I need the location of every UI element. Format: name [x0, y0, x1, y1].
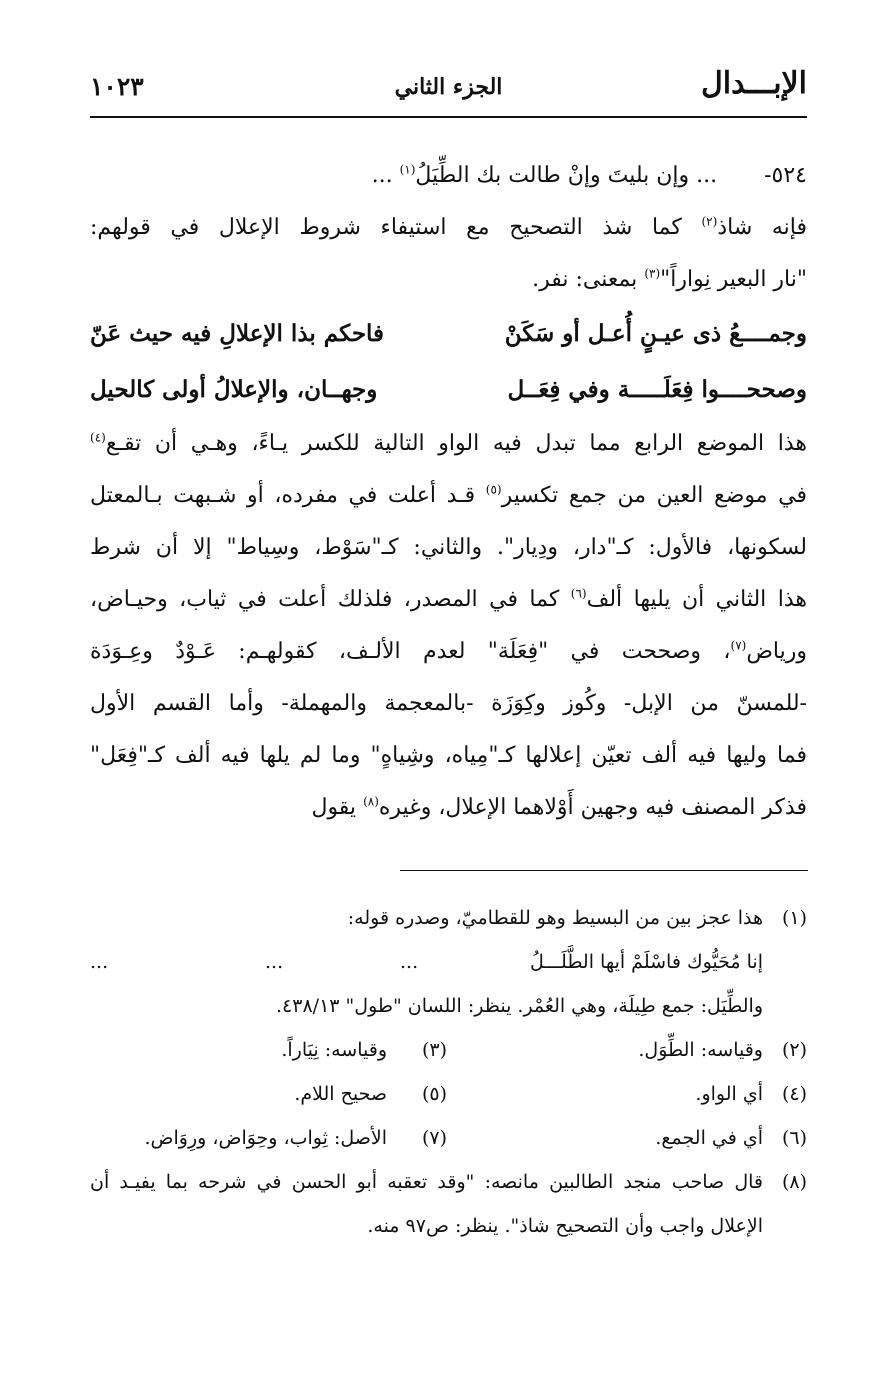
text-span: فإنه شاذ [717, 215, 807, 240]
paragraph-line [90, 678, 807, 730]
text-span: بمعنى: نفر. [532, 267, 638, 292]
verse-line-2 [90, 362, 807, 418]
footnote-ref: (٢) [701, 214, 718, 229]
verse-number: ٥٢٤- [764, 163, 807, 188]
footnote-6-7 [90, 1116, 807, 1160]
footnote-number: (٧) [421, 1127, 447, 1149]
verse-hemistich-second: وجهــان، والإعلالُ أولى كالحيل [90, 376, 378, 403]
running-header [90, 66, 807, 110]
page-number: ١٠٢٣ [90, 72, 144, 101]
footnote-ref: (٤) [90, 430, 106, 445]
paragraph-line [90, 418, 807, 470]
text-span: في موضع العين من جمع تكسير [501, 483, 807, 508]
footnote-ref: (٦) [570, 586, 587, 601]
footnote-text: أي في الجمع. [655, 1127, 763, 1149]
text-span: هذا الثاني أن يليها ألف [586, 587, 807, 612]
paragraph-line [90, 730, 807, 782]
chapter-title: الإبـــدال [700, 66, 807, 101]
intro-verse [90, 150, 807, 202]
paragraph-line [90, 470, 807, 522]
text-span: هذا الموضع الرابع مما تبدل فيه الواو التالية للكسر يـاءً، وهـي أن تقـع [105, 431, 807, 456]
text-span: كما شذ التصحيح مع استيفاء شروط الإعلال في قولهم: [90, 215, 682, 240]
paragraph-line [90, 254, 807, 306]
verse-hemistich-second: فاحكم بذا الإعلالِ فيه حيث عَنّ [90, 320, 385, 347]
footnote-text: وقياسه: الطِّوَل. [638, 1039, 763, 1061]
footnote-text: وقياسه: نِيَاراً. [281, 1039, 387, 1061]
paragraph-line [90, 782, 807, 834]
footnote-8 [90, 1160, 807, 1204]
footnote-number: (٥) [421, 1083, 447, 1105]
text-span: لسكونها، فالأول: كـ"دار، ودِيار". والثاني: كـ"سَوْط، وسِياط" إلا أن شرط [90, 535, 807, 560]
verse-hemistich-first: وجمــــعُ ذى عيـنٍ أُعـل أو سَكَنْ [504, 320, 807, 347]
verse-tail: ... [371, 163, 393, 188]
footnote-text: هذا عجز بين من البسيط وهو للقطاميّ، وصدره قوله: [347, 907, 763, 929]
verse-ellipsis: ... [265, 951, 284, 973]
text-span: ورياض [746, 639, 807, 664]
footnote-text: أي الواو. [695, 1083, 763, 1105]
footnotes [90, 896, 807, 1248]
text-span: -للمسنّ من الإبل- وكُوز وكِوَزَة -بالمعجمة والمهملة- وأما القسم الأول [90, 691, 807, 716]
footnote-verse: إنا مُحَيُّوك فاسْلَمْ أيها الطَّلَـــلُ [529, 951, 763, 973]
text-span: قـد أعلت في مفرده، أو شـبهت بـالمعتل [90, 483, 476, 508]
footnote-text: والطِّيَل: جمع طِيلَة، وهي العُمْر. ينظر: اللسان "طول" ٤٣٨/١٣. [276, 995, 763, 1017]
paragraph-line [90, 626, 807, 678]
footnote-ref: (٨) [363, 794, 379, 809]
footnote-ref: (٧) [730, 638, 747, 653]
verse-text: ... وإن بليتَ وإنْ طالت بك الطِّيَلُ [415, 163, 718, 188]
text-span: "نار البعير نِواراً" [660, 267, 807, 292]
verse-ellipsis: ... [90, 951, 109, 973]
footnote-number: (٣) [421, 1039, 447, 1061]
footnote-1 [90, 896, 807, 940]
verse-hemistich-first: وصححــــوا فِعَلَـــــة وفي فِعَــل [507, 376, 807, 403]
text-span: ، وصححت في "فِعَلَة" لعدم الألـف، كقولهـم: عَـوْدٌ وعِـوَدَة [90, 639, 731, 664]
verse-ellipsis: ... [400, 951, 419, 973]
text-span: فذكر المصنف فيه وجهين أَوْلاهما الإعلال، وغيره [378, 795, 807, 820]
header-rule [90, 116, 807, 118]
text-span: يقول [311, 795, 357, 820]
paragraph-line [90, 574, 807, 626]
footnote-number: (٤) [781, 1083, 807, 1105]
footnote-text: قال صاحب منجد الطالبين مانصه: "وقد تعقبه أبو الحسن في شرحه بما يفيـد أن [90, 1171, 763, 1193]
footnote-number: (٦) [781, 1127, 807, 1149]
footnote-number: (١) [781, 907, 807, 929]
verse-line-1 [90, 306, 807, 362]
footnote-ref: (١) [399, 162, 416, 177]
volume-label: الجزء الثاني [394, 74, 503, 100]
footnote-text: الإعلال واجب وأن التصحيح شاذ". ينظر: ص٩٧ منه. [367, 1215, 763, 1237]
footnote-ref: (٣) [644, 266, 661, 281]
footnote-1-cont [90, 984, 807, 1028]
footnote-1-verse [90, 940, 807, 984]
footnote-number: (٨) [781, 1171, 807, 1193]
footnote-text: الأصل: ثِواب، وحِوَاض، ورِوَاض. [144, 1127, 387, 1149]
footnote-4-5 [90, 1072, 807, 1116]
footnote-2-3 [90, 1028, 807, 1072]
footnote-8-cont [90, 1204, 807, 1248]
footnote-separator [400, 870, 808, 871]
footnote-text: صحيح اللام. [294, 1083, 387, 1105]
footnote-ref: (٥) [485, 482, 502, 497]
main-text [90, 150, 807, 834]
text-span: فما وليها فيه ألف تعيّن إعلالها كـ"مِياه، وشِياهٍ" وما لم يلها فيه ألف كـ"فِعَل" [90, 743, 807, 768]
text-span: كما في المصدر، فلذلك أعلت في ثياب، وحيـاض، [90, 587, 560, 612]
paragraph-line [90, 522, 807, 574]
paragraph-line [90, 202, 807, 254]
footnote-number: (٢) [781, 1039, 807, 1061]
